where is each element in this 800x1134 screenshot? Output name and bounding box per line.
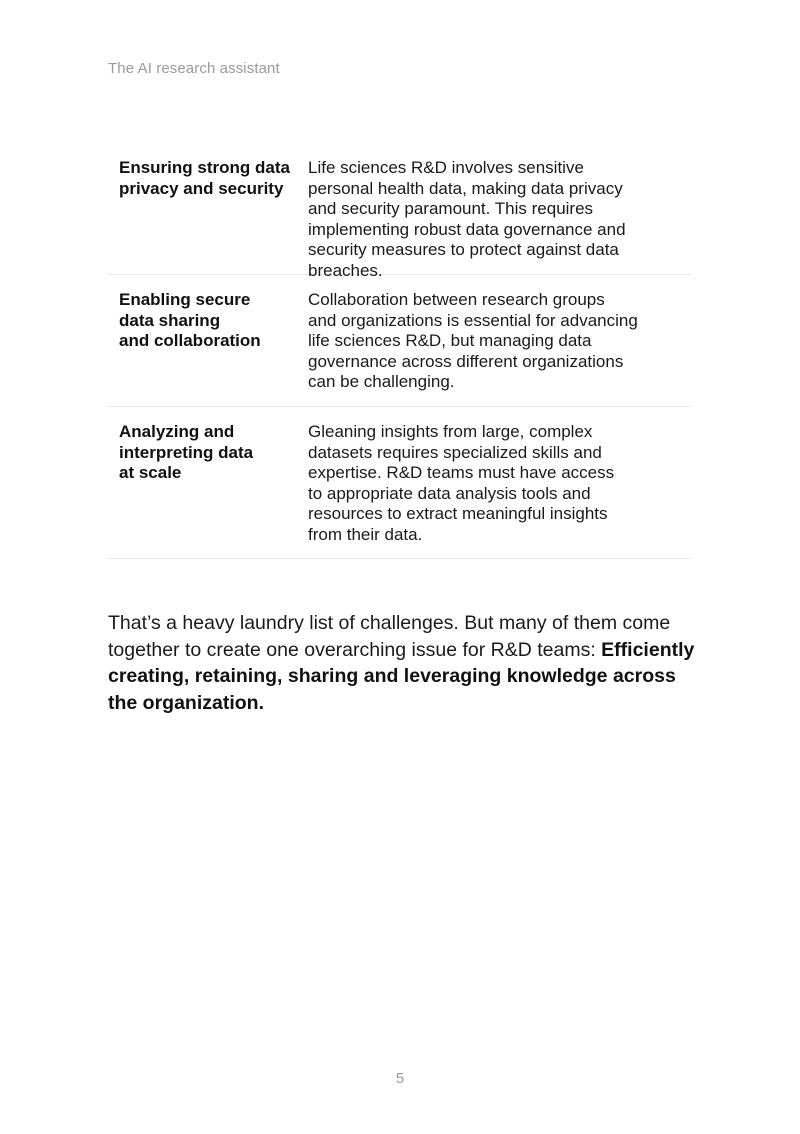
- challenge-description: Gleaning insights from large, complex datasets requires specialized skills and expertise. R&D teams must have access to appropriate data analysis tools and resources to extract meaningful insights from their data.: [308, 422, 615, 544]
- running-header: The AI research assistant: [108, 60, 280, 77]
- challenges-table: [108, 150, 691, 559]
- challenge-description: Collaboration between research groups and organizations is essential for advancing life sciences R&D, but managing data governance across different organizations can be challenging.: [308, 290, 638, 391]
- challenge-description: Life sciences R&D involves sensitive personal health data, making data privacy and security paramount. This requires implementing robust data governance and security measures to protect against data breaches.: [308, 158, 626, 280]
- summary-paragraph: [108, 610, 698, 716]
- table-row: [108, 150, 691, 280]
- summary-lead-text: That’s a heavy laundry list of challenges. But many of them come together to create one overarching issue for R&D teams:: [108, 612, 671, 661]
- page-number: 5: [395, 1070, 405, 1087]
- summary-emphasis-text: Efficiently creating, retaining, sharing and leveraging knowledge across the organization.: [108, 638, 695, 714]
- challenge-title: Ensuring strong data privacy and security: [119, 158, 290, 198]
- challenge-title: Enabling secure data sharing and collaboration: [119, 290, 261, 350]
- table-row: [108, 407, 691, 559]
- table-row: [108, 275, 691, 407]
- challenge-title: Analyzing and interpreting data at scale: [119, 422, 254, 482]
